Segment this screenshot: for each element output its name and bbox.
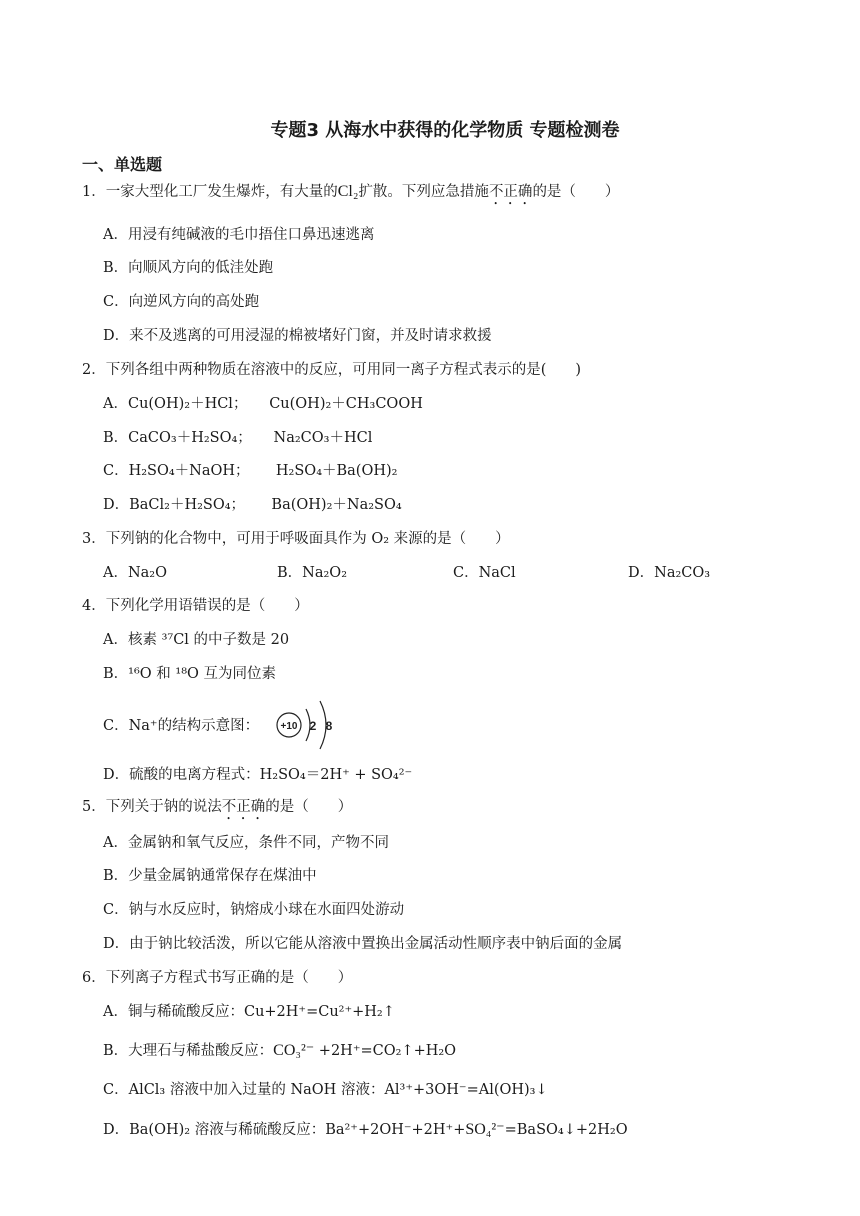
question-5-emphasis: 不正确 <box>221 799 266 815</box>
question-3-option-c: C．NaCl <box>453 565 516 581</box>
question-5-stem-post: 的是（ ） <box>265 799 353 815</box>
question-6-option-a: A．铜与稀硫酸反应：Cu+2H⁺=Cu²⁺+H₂↑ <box>103 1004 395 1020</box>
question-1-stem-mid: 扩散。下列应急措施 <box>358 184 489 200</box>
question-4-option-c: C．Na⁺的结构示意图： <box>103 718 260 734</box>
question-6-option-b-pre: B．大理石与稀盐酸反应： <box>103 1043 274 1059</box>
electron-shell-1-count: 2 <box>309 719 317 733</box>
question-6-option-d-formula: SO₄²⁻ <box>465 1121 505 1138</box>
question-5-stem-pre: 5．下列关于钠的说法 <box>82 799 222 815</box>
question-1-stem <box>82 182 619 208</box>
nucleus-charge-text: +10 <box>280 721 298 732</box>
question-4-stem: 4．下列化学用语错误的是（ ） <box>82 598 309 614</box>
question-1-option-b: B．向顺风方向的低洼处跑 <box>103 260 274 276</box>
question-3-option-b: B．Na₂O₂ <box>277 565 348 581</box>
question-6-option-c: C．AlCl₃ 溶液中加入过量的 NaOH 溶液：Al³⁺+3OH⁻=Al(OH)₃↓ <box>103 1082 548 1098</box>
question-5-stem <box>82 797 352 823</box>
question-6-stem: 6．下列离子方程式书写正确的是（ ） <box>82 970 353 986</box>
question-4-option-d: D．硫酸的电离方程式：H₂SO₄＝2H⁺ + SO₄²⁻ <box>103 767 413 783</box>
question-6-option-b-post: +2H⁺=CO₂↑+H₂O <box>314 1043 457 1059</box>
question-2-option-d: D．BaCl₂＋H₂SO₄； Ba(OH)₂＋Na₂SO₄ <box>103 497 402 513</box>
question-5-option-c: C．钠与水反应时，钠熔成小球在水面四处游动 <box>103 902 405 918</box>
question-3-option-d: D．Na₂CO₃ <box>628 565 711 581</box>
question-2-option-b: B．CaCO₃＋H₂SO₄； Na₂CO₃＋HCl <box>103 430 373 446</box>
question-1-option-a: A．用浸有纯碱液的毛巾捂住口鼻迅速逃离 <box>103 227 375 243</box>
page-title: 专题3 从海水中获得的化学物质 专题检测卷 <box>270 120 620 141</box>
question-6-option-b-formula: CO₃²⁻ <box>273 1042 315 1059</box>
question-5-option-b: B．少量金属钠通常保存在煤油中 <box>103 868 317 884</box>
question-1-stem-pre: 1．一家大型化工厂发生爆炸，有大量的 <box>82 184 338 200</box>
question-6-option-d-post: =BaSO₄↓+2H₂O <box>504 1122 628 1138</box>
question-5-option-d: D．由于钠比较活泼，所以它能从溶液中置换出金属活动性顺序表中钠后面的金属 <box>103 936 623 952</box>
question-1-emphasis: 不正确 <box>488 184 533 200</box>
question-5-option-a: A．金属钠和氧气反应，条件不同，产物不同 <box>103 835 389 851</box>
question-1-option-d: D．来不及逃离的可用浸湿的棉被堵好门窗，并及时请求救援 <box>103 328 492 344</box>
section-heading: 一、单选题 <box>82 155 163 174</box>
question-2-stem: 2．下列各组中两种物质在溶液中的反应，可用同一离子方程式表示的是( ) <box>82 362 582 378</box>
question-1-option-c: C．向逆风方向的高处跑 <box>103 294 260 310</box>
question-6-option-d <box>103 1120 628 1140</box>
question-4-option-b: B．¹⁶O 和 ¹⁸O 互为同位素 <box>103 666 277 682</box>
question-6-option-b <box>103 1041 456 1061</box>
question-1-stem-post: 的是（ ） <box>532 184 620 200</box>
question-3-stem: 3．下列钠的化合物中，可用于呼吸面具作为 O₂ 来源的是（ ） <box>82 531 510 547</box>
question-2-option-a: A．Cu(OH)₂＋HCl； Cu(OH)₂＋CH₃COOH <box>103 396 423 412</box>
question-4-option-a: A．核素 ³⁷Cl 的中子数是 20 <box>103 632 290 648</box>
question-1-formula: Cl₂ <box>337 183 359 200</box>
sodium-ion-structure-diagram <box>272 695 342 755</box>
question-2-option-c: C．H₂SO₄＋NaOH； H₂SO₄＋Ba(OH)₂ <box>103 463 398 479</box>
electron-shell-2-count: 8 <box>325 719 333 733</box>
question-6-option-d-pre: D．Ba(OH)₂ 溶液与稀硫酸反应：Ba²⁺+2OH⁻+2H⁺+ <box>103 1122 466 1138</box>
question-3-option-a: A．Na₂O <box>103 565 168 581</box>
